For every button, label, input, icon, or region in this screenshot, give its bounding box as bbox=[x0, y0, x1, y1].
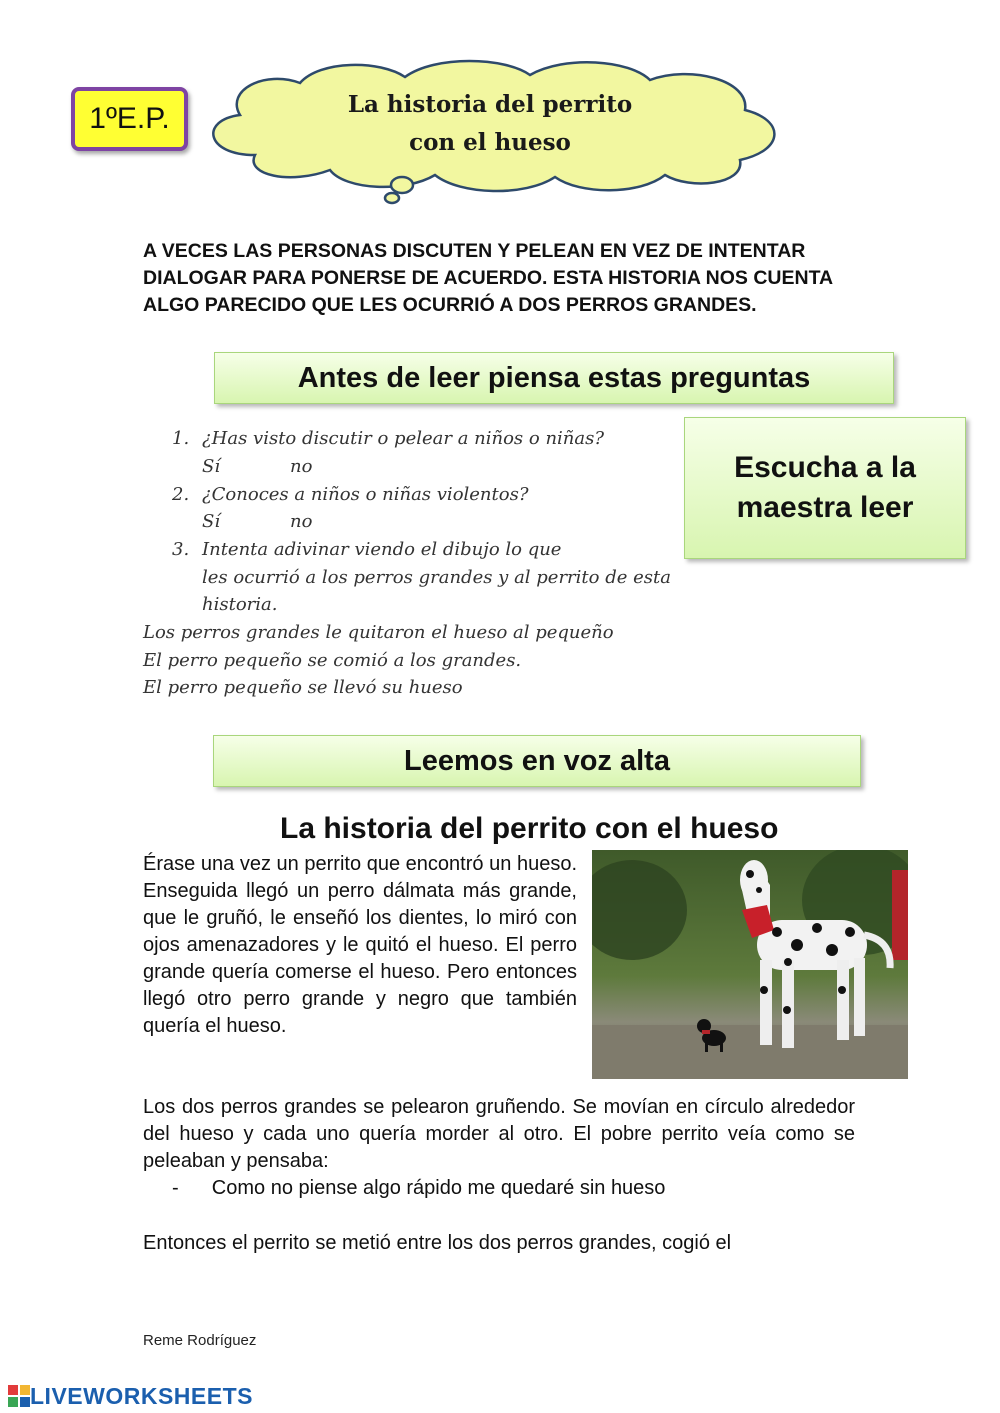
question-3-line-3: historia. bbox=[202, 594, 278, 615]
question-2-yes[interactable]: Sí bbox=[202, 511, 221, 532]
liveworksheets-logo-icon bbox=[8, 1385, 30, 1407]
title-line-1: La historia del perrito bbox=[347, 91, 633, 118]
worksheet-title bbox=[300, 86, 680, 162]
question-3-number: 3. bbox=[172, 539, 190, 560]
before-reading-banner bbox=[214, 352, 894, 404]
listen-teacher-box bbox=[684, 417, 966, 559]
author-name: Reme Rodríguez bbox=[143, 1332, 257, 1349]
question-1-number: 1. bbox=[172, 428, 190, 449]
question-2-text: ¿Conoces a niños o niñas violentos? bbox=[202, 484, 529, 505]
story-bullet bbox=[172, 1175, 665, 1202]
liveworksheets-logo[interactable] bbox=[8, 1383, 253, 1409]
option-3[interactable]: El perro pequeño se llevó su hueso bbox=[143, 677, 463, 698]
story-paragraph-1: Érase una vez un perrito que encontró un hueso. Enseguida llegó un perro dálmata más grande, que le gruñó, le enseñó los dientes, lo miró con ojos amenazadores y le quitó el hueso. El perro grande quería comerse el hueso. Pero entonces llegó otro perro grande y negro que también quería el hueso. bbox=[143, 853, 577, 1037]
option-2[interactable]: El perro pequeño se comió a los grandes. bbox=[143, 650, 522, 671]
bullet-dash: - bbox=[172, 1177, 179, 1199]
question-3-line-2: les ocurrió a los perros grandes y al perrito de esta bbox=[202, 567, 671, 588]
question-3-text: Intenta adivinar viendo el dibujo lo que bbox=[202, 539, 562, 560]
question-2-no[interactable]: no bbox=[290, 511, 313, 532]
intro-text: A VECES LAS PERSONAS DISCUTEN Y PELEAN EN VEZ DE INTENTAR DIALOGAR PARA PONERSE DE ACUERDO. ESTA HISTORIA NOS CUENTA ALGO PARECIDO QUE LES OCURRIÓ A DOS PERROS GRANDES. bbox=[143, 240, 833, 316]
title-line-2: con el hueso bbox=[409, 129, 571, 156]
question-1-yes[interactable]: Sí bbox=[202, 456, 221, 477]
story-paragraph-2: Los dos perros grandes se pelearon gruñendo. Se movían en círculo alrededor del hueso y cada uno quería morder al otro. El pobre perrito veía como se peleaban y pensaba: bbox=[143, 1096, 855, 1172]
listen-line-1: Escucha a la bbox=[734, 451, 916, 484]
dogs-photo bbox=[592, 850, 908, 1079]
liveworksheets-logo-text: LIVEWORKSHEETS bbox=[30, 1382, 253, 1409]
question-1-text: ¿Has visto discutir o pelear a niños o niñas? bbox=[202, 428, 605, 449]
question-2-number: 2. bbox=[172, 484, 190, 505]
grade-label: 1ºE.P. bbox=[89, 102, 170, 135]
before-reading-label: Antes de leer piensa estas preguntas bbox=[297, 361, 811, 394]
read-aloud-label: Leemos en voz alta bbox=[404, 744, 670, 777]
story-title: La historia del perrito con el hueso bbox=[280, 812, 779, 845]
option-1[interactable]: Los perros grandes le quitaron el hueso al pequeño bbox=[143, 622, 614, 643]
listen-line-2: maestra leer bbox=[736, 491, 914, 524]
question-1-no[interactable]: no bbox=[290, 456, 313, 477]
read-aloud-banner bbox=[213, 735, 861, 787]
bullet-text: Como no piense algo rápido me quedaré sin hueso bbox=[211, 1177, 666, 1199]
story-paragraph-3: Entonces el perrito se metió entre los dos perros grandes, cogió el bbox=[143, 1232, 732, 1254]
